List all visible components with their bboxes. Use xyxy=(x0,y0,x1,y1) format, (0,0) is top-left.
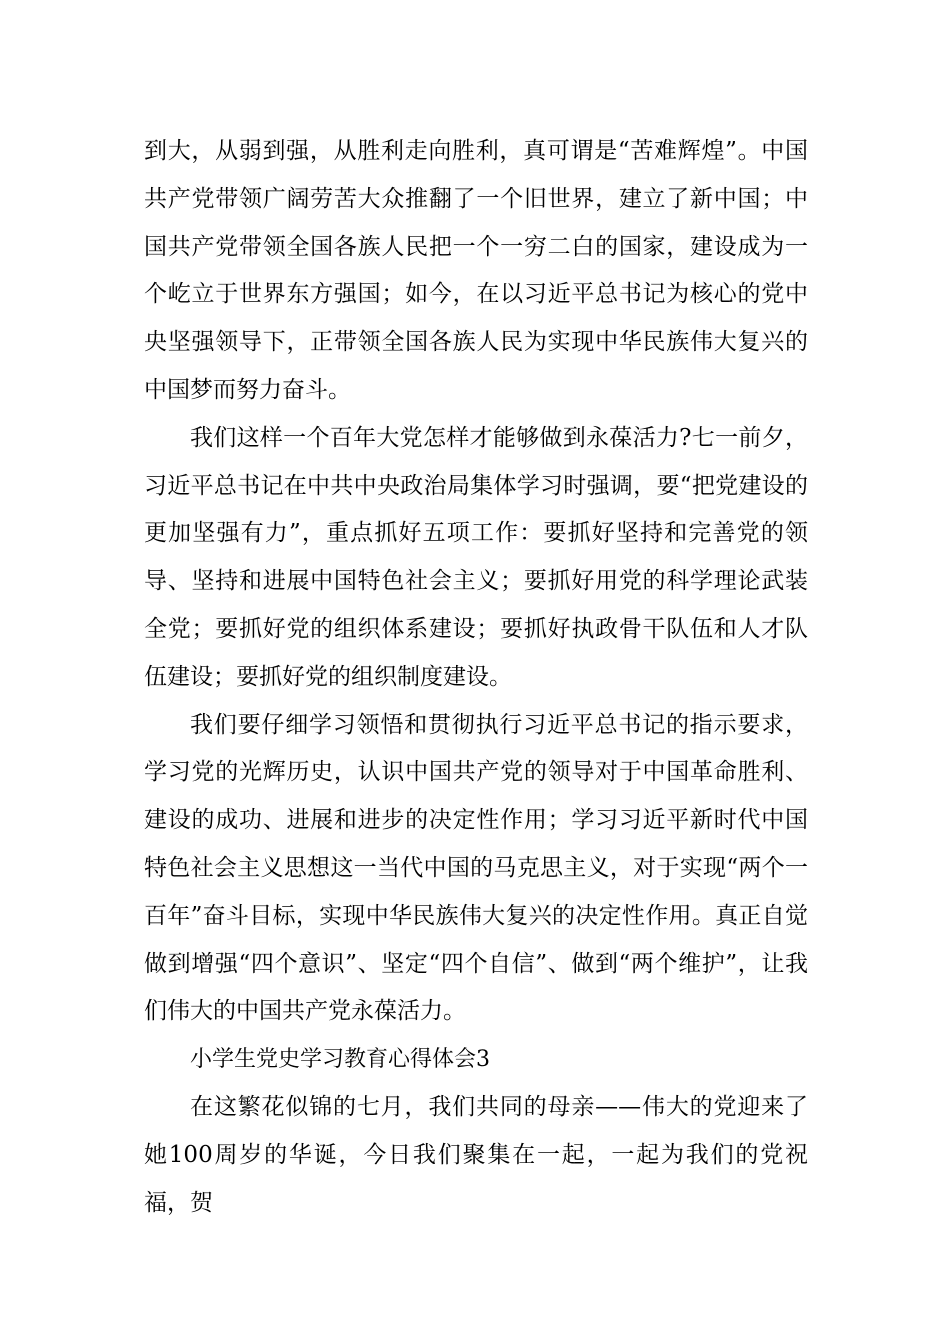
document-body xyxy=(144,128,808,1227)
paragraph-continued: 到大，从弱到强，从胜利走向胜利，真可谓是“苦难辉煌”。中国共产党带领广阔劳苦大众推翻了一个旧世界，建立了新中国；中国共产党带领全国各族人民把一个一穷二白的国家，建设成为一个屹立于世界东方强国；如今，在以习近平总书记为核心的党中央坚强领导下，正带领全国各族人民为实现中华民族伟大复兴的中国梦而努力奋斗。 xyxy=(144,138,808,403)
paragraph-study-instructions: 我们要仔细学习领悟和贯彻执行习近平总书记的指示要求，学习党的光辉历史，认识中国共产党的领导对于中国革命胜利、建设的成功、进展和进步的决定性作用；学习习近平新时代中国特色社会主义思想这一当代中国的马克思主义，对于实现“两个一百年”奋斗目标，实现中华民族伟大复兴的决定性作用。真正自觉做到增强“四个意识”、坚定“四个自信”、做到“两个维护”，让我们伟大的中国共产党永葆活力。 xyxy=(144,711,808,1025)
paragraph-july-celebration: 在这繁花似锦的七月，我们共同的母亲——伟大的党迎来了她100周岁的华诞，今日我们聚集在一起，一起为我们的党祝福，贺 xyxy=(144,1093,808,1216)
paragraph-party-vitality: 我们这样一个百年大党怎样才能够做到永葆活力?七一前夕，习近平总书记在中共中央政治局集体学习时强调，要“把党建设的更加坚强有力”，重点抓好五项工作：要抓好坚持和完善党的领导、坚持和进展中国特色社会主义；要抓好用党的科学理论武装全党；要抓好党的组织体系建设；要抓好执政骨干队伍和人才队伍建设；要抓好党的组织制度建设。 xyxy=(144,424,808,690)
section-heading: 小学生党史学习教育心得体会3 xyxy=(190,1047,490,1073)
